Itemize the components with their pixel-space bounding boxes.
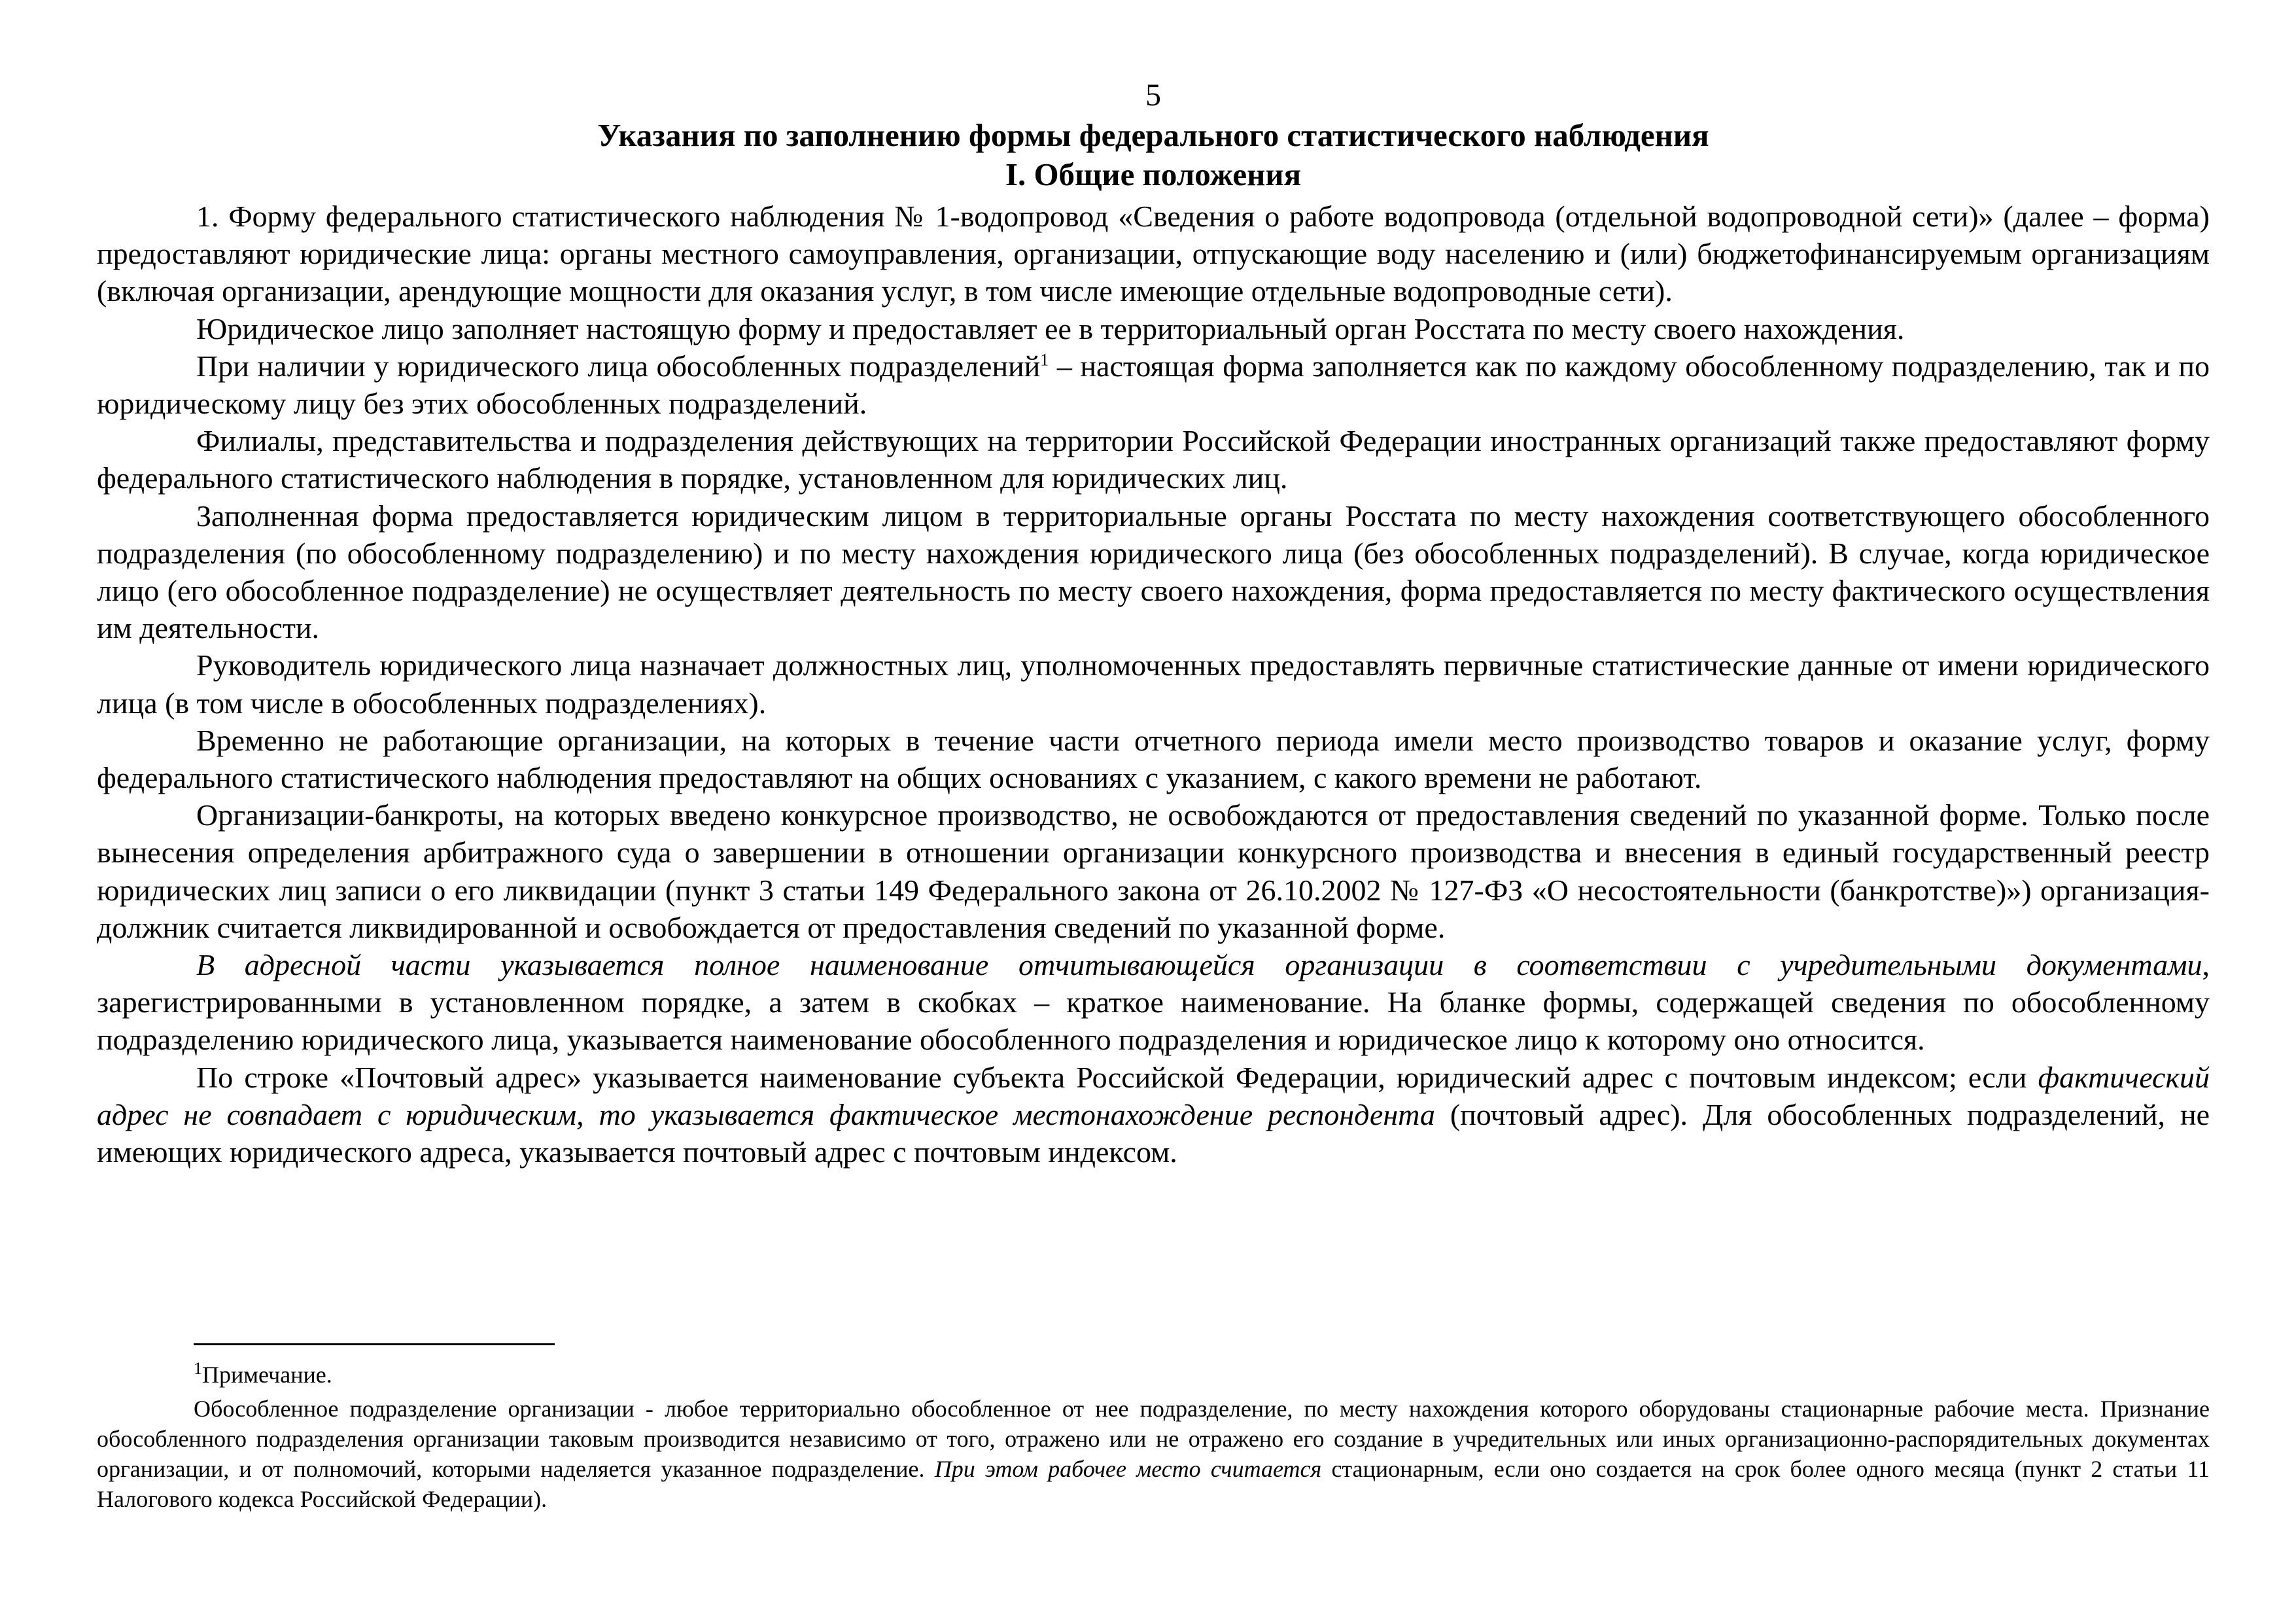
footnote-body-italic: При этом рабочее место считается bbox=[934, 1456, 1322, 1482]
footnote-marker: 1 bbox=[194, 1359, 202, 1378]
paragraph-1: 1. Форму федерального статистического наблюдения № 1-водопровод «Сведения о работе водопровода (отдельной водопроводной сети)» (далее – форма) предоставляют юридические лица: органы местного самоуправления, организации, отпускающие воду населению и (или) бюджетофинансируемым организациям (включая организации, арендующие мощности для оказания услуг, в том числе имеющие отдельные водопроводные сети). bbox=[97, 200, 2210, 308]
footnote-body-text-b: стационарным, если оно создается на срок более одного месяца (пункт 2 статьи 11 Налогового кодекса Российской Федерации). bbox=[97, 1456, 2210, 1512]
paragraph-3-text-b: – настоящая форма заполняется как по каждому обособленному подразделению, так и по юридическому лицу без этих обособленных подразделений. bbox=[97, 349, 2210, 421]
footnote-heading-text: Примечание. bbox=[202, 1362, 332, 1388]
paragraph-9-italic: В адресной части указывается полное наименование отчитывающейся организации в соответствии с учредительными документами bbox=[196, 948, 2202, 982]
paragraph-10-italic: фактический адрес не совпадает с юридическим, то указывается фактическое местонахождение респондента bbox=[97, 1060, 2210, 1131]
page-number: 5 bbox=[1145, 78, 1161, 113]
footnote-heading bbox=[194, 1360, 2210, 1390]
footnote-divider bbox=[194, 1343, 555, 1345]
document-body bbox=[97, 198, 2210, 1171]
footnote-reference: 1 bbox=[1040, 350, 1049, 370]
paragraph-10-text-a: По строке «Почтовый адрес» указывается наименование субъекта Российской Федерации, юридический адрес с почтовым индексом; если bbox=[196, 1060, 2038, 1094]
paragraph-6: Руководитель юридического лица назначает должностных лиц, уполномоченных предоставлять первичные статистические данные от имени юридического лица (в том числе в обособленных подразделениях). bbox=[97, 648, 2210, 720]
paragraph-10 bbox=[97, 1059, 2210, 1171]
paragraph-5: Заполненная форма предоставляется юридическим лицом в территориальные органы Росстата по месту нахождения соответствующего обособленного подразделения (по обособленному подразделению) и по месту нахождения юридического лица (без обособленных подразделений). В случае, когда юридическое лицо (его обособленное подразделение) не осуществляет деятельность по месту своего нахождения, форма предоставляется по месту фактического осуществления им деятельности. bbox=[97, 499, 2210, 645]
document-title: Указания по заполнению формы федерального статистического наблюдения bbox=[597, 117, 1709, 153]
document-page bbox=[97, 0, 2210, 1624]
paragraph-3 bbox=[97, 347, 2210, 422]
footnote-body-text-a: Обособленное подразделение организации - любое территориально обособленное от нее подразделение, по месту нахождения которого оборудованы стационарные рабочие места. Признание обособленного подразделения организации таковым производится независимо от того, отражено или не отражено его создание в учредительных или иных организационно-распорядительных документах организации, и от полномочий, которыми наделяется указанное подразделение. bbox=[97, 1396, 2210, 1482]
paragraph-4: Филиалы, представительства и подразделения действующих на территории Российской Федерации иностранных организаций также предоставляют форму федерального статистического наблюдения в порядке, установленном для юридических лиц. bbox=[97, 424, 2210, 495]
section-title: I. Общие положения bbox=[1005, 156, 1302, 192]
paragraph-9 bbox=[97, 946, 2210, 1059]
paragraph-7: Временно не работающие организации, на которых в течение части отчетного периода имели место производство товаров и оказание услуг, форму федерального статистического наблюдения предоставляют на общих основаниях с указанием, с какого времени не работают. bbox=[97, 723, 2210, 795]
footnote bbox=[97, 1360, 2210, 1514]
paragraph-2: Юридическое лицо заполняет настоящую форму и предоставляет ее в территориальный орган Росстата по месту своего нахождения. bbox=[196, 311, 1905, 345]
paragraph-8: Организации-банкроты, на которых введено конкурсное производство, не освобождаются от предоставления сведений по указанной форме. Только после вынесения определения арбитражного суда о завершении в отношении организации конкурсного производства и внесения в единый государственный реестр юридических лиц записи о его ликвидации (пункт 3 статьи 149 Федерального закона от 26.10.2002 № 127-ФЗ «О несостоятельности (банкротстве)») организация-должник считается ликвидированной и освобождается от предоставления сведений по указанной форме. bbox=[97, 798, 2210, 944]
paragraph-3-text-a: При наличии у юридического лица обособленных подразделений bbox=[196, 349, 1041, 383]
paragraph-10-text-b: (почтовый адрес). Для обособленных подразделений, не имеющих юридического адреса, указывается почтовый адрес с почтовым индексом. bbox=[97, 1097, 2210, 1169]
footnote-body bbox=[97, 1394, 2210, 1514]
paragraph-9-text: , зарегистрированными в установленном порядке, а затем в скобках – краткое наименование. На бланке формы, содержащей сведения по обособленному подразделению юридического лица, указывается наименование обособленного подразделения и юридическое лицо к которому оно относится. bbox=[97, 948, 2210, 1057]
